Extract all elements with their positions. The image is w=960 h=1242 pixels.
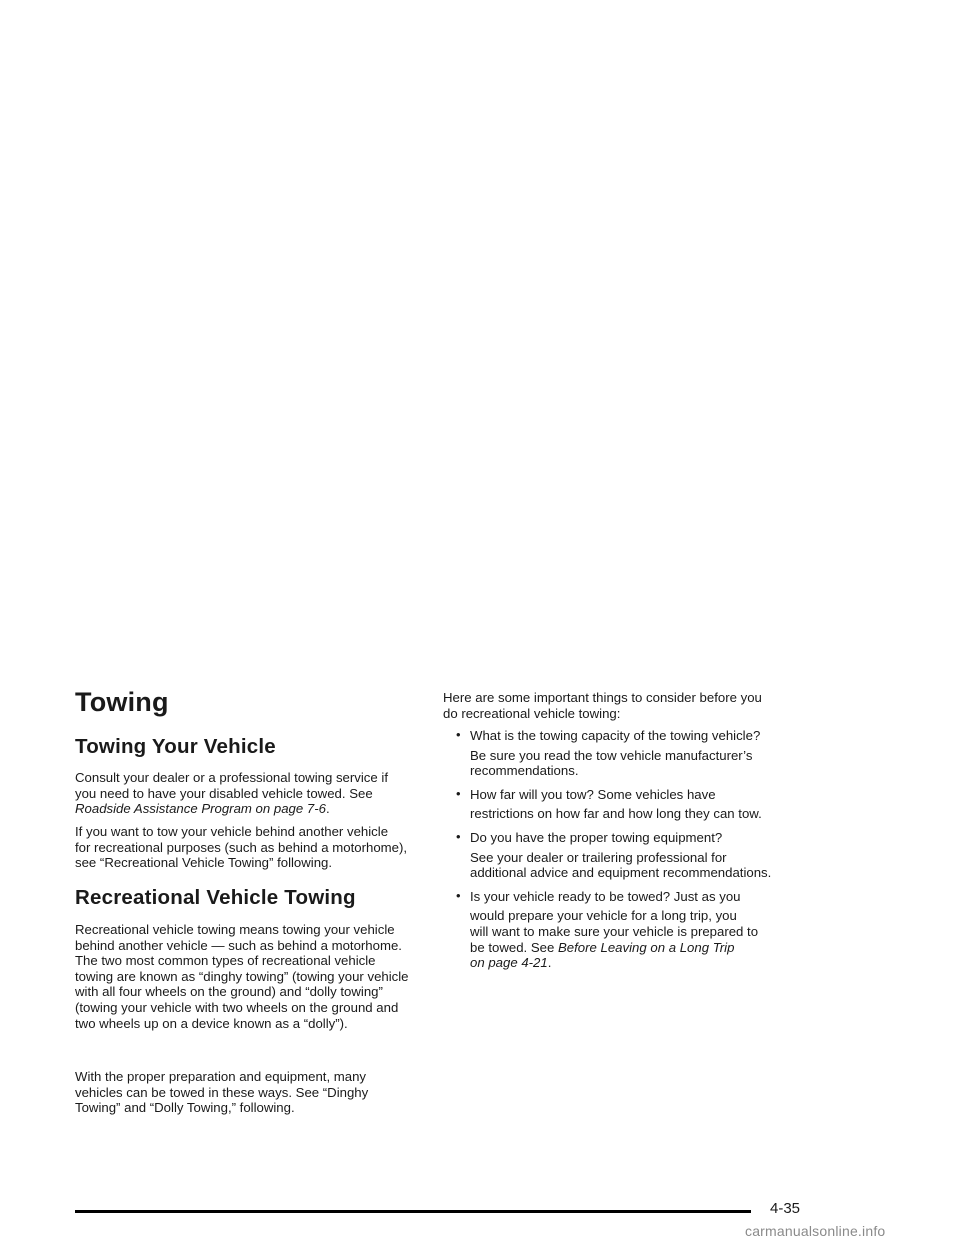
list-item bbox=[443, 728, 823, 779]
chapter-title: Towing bbox=[75, 687, 169, 717]
bullet-icon: • bbox=[456, 785, 461, 801]
bullet-detail-end: . bbox=[547, 955, 552, 971]
bullet-lead: How far will you tow? Some vehicles have bbox=[470, 786, 716, 802]
section-title-towing-your-vehicle: Towing Your Vehicle bbox=[75, 735, 276, 758]
list-item bbox=[443, 889, 823, 971]
bullet-lead: Is your vehicle ready to be towed? Just as you bbox=[470, 888, 741, 904]
considerations-intro: Here are some important things to consider before you do recreational vehicle towing: bbox=[443, 690, 762, 721]
bullet-lead: Do you have the proper towing equipment? bbox=[470, 829, 723, 845]
paragraph-consult-dealer bbox=[75, 770, 437, 817]
footer-rule bbox=[75, 1210, 751, 1213]
bullet-icon: • bbox=[456, 828, 461, 844]
bullet-lead: What is the towing capacity of the towing vehicle? bbox=[470, 728, 761, 743]
long-trip-reference: Before Leaving on a Long Trip on page 4-21 bbox=[470, 939, 735, 971]
bullet-detail bbox=[470, 908, 823, 970]
bullet-detail: Be sure you read the tow vehicle manufacturer’s recommendations. bbox=[470, 747, 753, 779]
section-title-recreational-vehicle-towing: Recreational Vehicle Towing bbox=[75, 886, 356, 909]
bullet-detail: See your dealer or trailering professional for additional advice and equipment recommendations. bbox=[470, 849, 772, 881]
bullet-detail: restrictions on how far and how long they can tow. bbox=[470, 806, 762, 822]
page-number: 4-35 bbox=[770, 1200, 801, 1217]
considerations-list bbox=[443, 728, 823, 979]
paragraph-end: . bbox=[325, 801, 330, 817]
bullet-icon: • bbox=[456, 887, 461, 903]
paragraph-text: Consult your dealer or a professional towing service if you need to have your disabled vehicle towed. See bbox=[75, 770, 388, 801]
bullet-detail-text: would prepare your vehicle for a long trip, you will want to make sure your vehicle is prepared to be towed. See bbox=[470, 908, 759, 955]
list-item bbox=[443, 830, 823, 881]
paragraph-proper-preparation: With the proper preparation and equipment, many vehicles can be towed in these ways. See “Dinghy Towing” and “Dolly Towing,” following. bbox=[75, 1069, 369, 1116]
roadside-assistance-reference: Roadside Assistance Program on page 7-6 bbox=[75, 801, 326, 817]
watermark: carmanualsonline.info bbox=[745, 1223, 886, 1239]
bullet-icon: • bbox=[456, 727, 461, 742]
list-item bbox=[443, 787, 823, 822]
paragraph-rv-towing-definition: Recreational vehicle towing means towing your vehicle behind another vehicle — such as behind a motorhome. The two most common types of recreational vehicle towing are known as “dinghy towing” (towing your vehicle with all four wheels on the ground) and “dolly towing” (towing your vehicle with two wheels on the ground and two wheels up on a device known as a “dolly”). bbox=[75, 922, 409, 1031]
paragraph-recreational-purposes: If you want to tow your vehicle behind another vehicle for recreational purposes (such as behind a motorhome), see “Recreational Vehicle Towing” following. bbox=[75, 824, 408, 871]
